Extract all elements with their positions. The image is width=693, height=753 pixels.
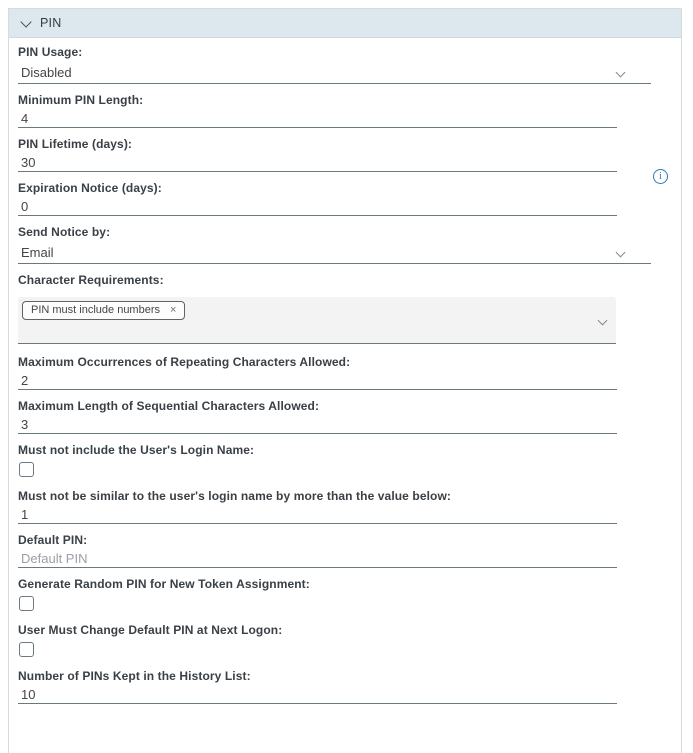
field-label: Character Requirements: [18, 273, 164, 287]
field-label: Maximum Length of Sequential Characters Allowed: [18, 399, 320, 413]
field-default-pin [18, 534, 681, 568]
field-user-must-change-default-pin-at-next-logon [18, 624, 681, 657]
field-maximum-length-of-sequential-characters-al [18, 400, 681, 434]
field-label: Must not include the User's Login Name: [18, 443, 255, 457]
field-must-not-be-similar-to-the-user-s-login-na [18, 490, 681, 524]
field-label: Number of PINs Kept in the History List: [18, 669, 251, 683]
text-input-number-of-pins-kept-in-the-history-list[interactable] [18, 688, 617, 704]
text-input-pin-lifetime-days[interactable] [18, 156, 617, 172]
select-pin-usage[interactable] [18, 64, 651, 84]
multiselect-character-requirements[interactable] [18, 297, 616, 344]
select-value: Disabled [21, 65, 72, 80]
field-number-of-pins-kept-in-the-history-list [18, 670, 681, 704]
field-label: Maximum Occurrences of Repeating Characters Allowed: [18, 355, 351, 369]
selected-option-chip [22, 301, 185, 320]
field-minimum-pin-length [18, 94, 681, 128]
field-generate-random-pin-for-new-token-assignme [18, 578, 681, 611]
field-pin-lifetime-days [18, 138, 681, 172]
field-label: Must not be similar to the user's login name by more than the value below: [18, 489, 451, 503]
text-input-must-not-be-similar-to-the-user-s-login-na[interactable] [18, 508, 617, 524]
checkbox-generate-random-pin-for-new-token-assignme[interactable] [19, 596, 34, 611]
field-label: Generate Random PIN for New Token Assignment: [18, 577, 310, 591]
select-send-notice-by[interactable] [18, 244, 651, 264]
field-label: Default PIN: [18, 533, 88, 547]
field-label: Send Notice by: [18, 225, 111, 239]
chevron-down-icon [616, 68, 626, 78]
pin-section-header[interactable] [9, 9, 681, 38]
text-input-default-pin[interactable] [18, 552, 617, 568]
remove-chip-icon[interactable]: × [170, 304, 177, 316]
checkbox-user-must-change-default-pin-at-next-logon[interactable] [19, 642, 34, 657]
text-input-maximum-length-of-sequential-characters-al[interactable] [18, 418, 617, 434]
chevron-down-icon [20, 16, 31, 27]
section-title: PIN [40, 16, 62, 30]
field-label: Expiration Notice (days): [18, 181, 162, 195]
chip-label: PIN must include numbers [31, 304, 160, 316]
chevron-down-icon [598, 316, 608, 326]
pin-accordion-panel [8, 8, 682, 753]
field-label: Minimum PIN Length: [18, 93, 144, 107]
field-label: User Must Change Default PIN at Next Logon: [18, 623, 283, 637]
field-expiration-notice-days [18, 182, 681, 216]
info-icon[interactable]: i [653, 169, 668, 184]
field-send-notice-by [18, 226, 681, 264]
text-input-minimum-pin-length[interactable] [18, 112, 617, 128]
field-must-not-include-the-user-s-login-name [18, 444, 681, 477]
pin-section-content [9, 38, 681, 704]
field-maximum-occurrences-of-repeating-character [18, 356, 681, 390]
field-character-requirements [18, 274, 681, 344]
field-label: PIN Lifetime (days): [18, 137, 133, 151]
checkbox-must-not-include-the-user-s-login-name[interactable] [19, 462, 34, 477]
field-pin-usage [18, 46, 681, 84]
text-input-expiration-notice-days[interactable] [18, 200, 617, 216]
field-label: PIN Usage: [18, 45, 83, 59]
text-input-maximum-occurrences-of-repeating-character[interactable] [18, 374, 617, 390]
select-value: Email [21, 245, 54, 260]
chevron-down-icon [616, 248, 626, 258]
